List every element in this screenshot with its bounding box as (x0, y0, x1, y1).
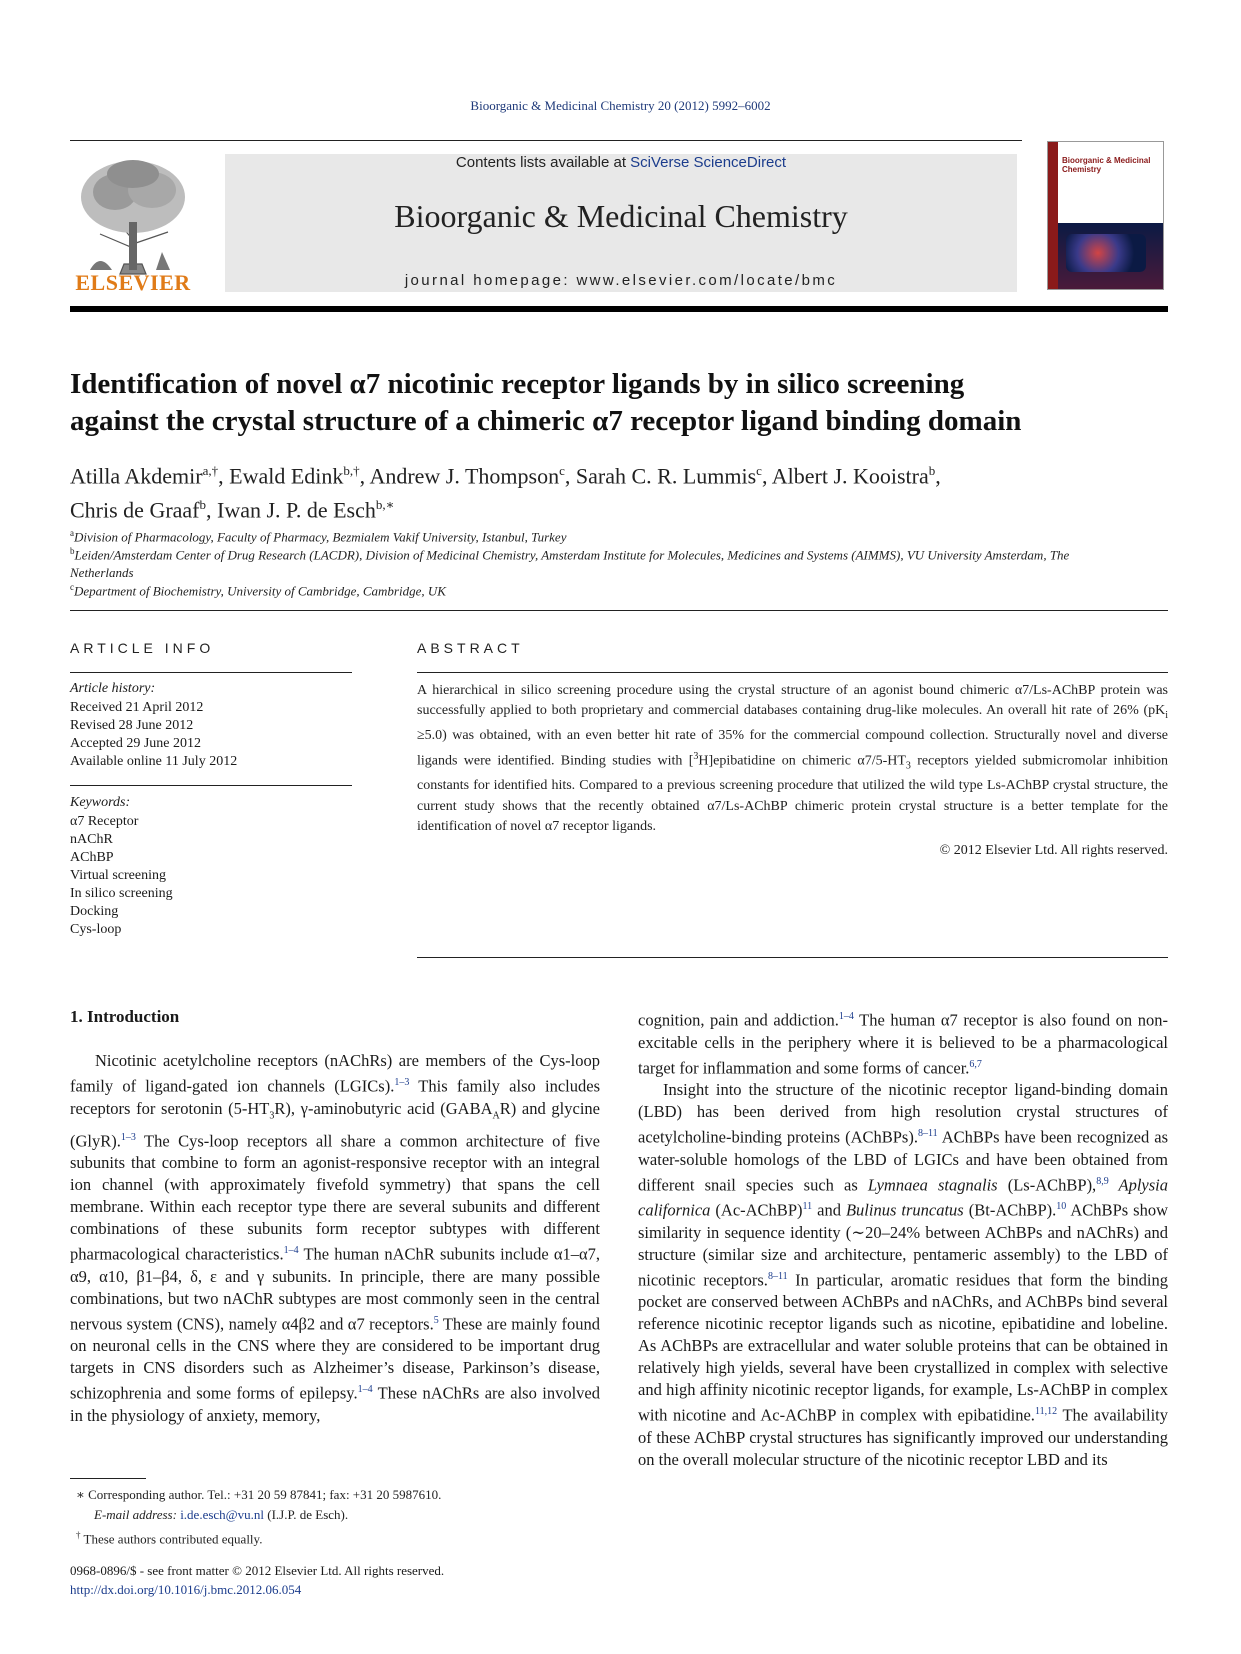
keywords-label: Keywords: (70, 795, 131, 810)
author-name: Ewald Edink (229, 463, 344, 489)
elsevier-wordmark: ELSEVIER (75, 270, 191, 295)
intro-paragraph-1-cont (638, 1006, 1168, 1079)
journal-citation[interactable]: Bioorganic & Medicinal Chemistry 20 (2012) 5992–6002 (470, 98, 771, 113)
text-seg: cognition, pain and addiction. (638, 1010, 839, 1030)
footnotes (70, 1485, 610, 1549)
citation-ref[interactable]: 1–4 (357, 1384, 373, 1396)
abstract-sub: 3 (905, 760, 911, 772)
footnote-text: These authors contributed equally. (80, 1531, 263, 1547)
keyword: AChBP (70, 850, 114, 865)
author-affil-mark: a,† (202, 463, 219, 478)
citation-ref[interactable]: 5 (433, 1314, 439, 1326)
text-seg: The Cys-loop receptors all share a common architecture of five subunits that combine to form an agonist-responsive receptor with an integral ion channel (with approximately fivefold symmetry) that spans the cell membrane. Within each receptor type there are several subunits and different combinations of these subunits form receptor subtypes with different pharmacological characteristics. (70, 1131, 600, 1264)
intro-paragraph-1 (70, 1050, 600, 1427)
author-affil-mark: c (756, 463, 762, 478)
author-affil-mark: b (928, 463, 936, 478)
affil-text: Leiden/Amsterdam Center of Drug Research (LACDR), Division of Medicinal Chemistry, Amsterdam Institute for Molecules, Medicines and Systems (AIMMS), VU University Amsterdam, The Netherlands (70, 547, 1070, 581)
affil-mark: a (70, 528, 74, 538)
abstract-bottom-rule (417, 957, 1168, 958)
doi-link[interactable]: http://dx.doi.org/10.1016/j.bmc.2012.06.054 (70, 1582, 302, 1597)
abstract-seg: receptors yielded submicromolar inhibition constants for identified hits. Compared to a previous screening procedure that utilized the wild type Ls-AChBP crystal structure, the current study shows that the recently obtained α7/Ls-AChBP chimeric protein crystal structure is a better template for the identification of novel α7 receptor ligands. (417, 753, 1168, 835)
citation-ref[interactable]: 6,7 (969, 1058, 982, 1070)
text-seg: The availability of these AChBP crystal structures has significantly improved our understanding on the overall molecular structure of the nicotinic receptor LBD and its (638, 1405, 1168, 1469)
text-seg: The human nAChR subunits include α1–α7, α9, α10, β1–β4, δ, ε and γ subunits. In principle, there are many possible combinations, but two nAChR subtypes are most commonly seen in the central nervous system (CNS), namely α4β2 and α7 receptors. (70, 1244, 601, 1334)
keyword: Virtual screening (70, 868, 166, 883)
abstract-seg: H]epibatidine on chimeric α7/5-HT (698, 753, 906, 769)
journal-homepage[interactable]: journal homepage: www.elsevier.com/locate/bmc (404, 272, 838, 289)
text-seg: (Ls-AChBP), (997, 1175, 1097, 1194)
text-seg: (Bt-AChBP). (963, 1200, 1057, 1220)
text-sub: A (492, 1109, 500, 1121)
article-history (70, 699, 237, 771)
author-sep: , (564, 463, 576, 489)
history-accepted: Accepted 29 June 2012 (70, 736, 202, 751)
text-sub: 3 (269, 1109, 275, 1121)
author-sep: , (761, 463, 772, 489)
header-rule (70, 140, 1022, 141)
text-seg: and (812, 1200, 846, 1220)
citation-ref[interactable]: 8–11 (767, 1270, 788, 1282)
author-name: Chris de Graaf (70, 497, 200, 523)
contents-line (225, 154, 1017, 171)
title-line-1: Identification of novel α7 nicotinic receptor ligands by in silico screening (70, 368, 965, 400)
body-column-left (70, 1050, 600, 1427)
citation-ref[interactable]: 1–4 (283, 1245, 299, 1257)
keyword: In silico screening (70, 886, 173, 901)
abstract-seg: A hierarchical in silico screening procedure using the crystal structure of an agonist bound chimeric α7/Ls-AChBP protein was successfully applied to both proprietary and commercial databases containing drug-like molecules. An overall hit rate of 26% (pK (417, 683, 1168, 719)
history-revised: Revised 28 June 2012 (70, 718, 194, 733)
author-affil-mark: b,∗ (375, 497, 395, 513)
text-seg: Nicotinic acetylcholine receptors (nAChRs) are members of the Cys-loop family of ligand-gated ion channels (LGICs). (70, 1051, 600, 1096)
abstract-copyright: © 2012 Elsevier Ltd. All rights reserved. (939, 843, 1168, 858)
text-seg: The human α7 receptor is also found on non-excitable cells in the periphery where it is believed to be a pharmacological target for inflammation and some forms of cancer. (638, 1010, 1168, 1077)
citation-ref[interactable]: 1–3 (394, 1077, 410, 1088)
citation-ref[interactable]: 1–4 (838, 1011, 854, 1022)
cover-spine (1048, 142, 1058, 290)
front-matter (70, 1561, 444, 1599)
abstract-sub: i (1165, 710, 1168, 722)
article-info-heading: ARTICLE INFO (70, 640, 215, 656)
keyword: nAChR (70, 832, 113, 847)
cover-title: Bioorganic & Medicinal Chemistry (1062, 156, 1151, 174)
keyword: Docking (70, 904, 119, 919)
author-affil-mark: b,† (343, 463, 360, 478)
cover-artwork (1066, 234, 1146, 272)
footnote-equal-contribution (70, 1525, 610, 1549)
citation-ref[interactable]: 11 (802, 1201, 813, 1212)
intro-paragraph-2 (638, 1079, 1168, 1471)
author-sep: , (359, 463, 370, 489)
citation-ref[interactable]: 8–11 (917, 1128, 938, 1139)
history-label: Article history: (70, 681, 156, 696)
author-name: Atilla Akdemir (70, 463, 203, 489)
abstract-rule (417, 672, 1168, 673)
species-name: Aplysia californica (638, 1175, 1168, 1220)
author-sep: , (218, 463, 230, 489)
email-link[interactable]: i.de.esch@vu.nl (180, 1507, 265, 1522)
author-affil-mark: b (199, 497, 207, 513)
affiliation-rule (70, 610, 1168, 611)
footnote-text: Corresponding author. Tel.: +31 20 59 87841; fax: +31 20 5987610. (84, 1487, 442, 1502)
contents-prefix: Contents lists available at (455, 154, 631, 171)
header-heavy-rule (70, 306, 1168, 312)
abstract-heading: ABSTRACT (417, 640, 524, 656)
text-seg: AChBPs show similarity in sequence identity (∼20–24% between AChBPs and nAChRs) and structure (similar size and architecture, pentameric assembly) to the LBD of nicotinic receptors. (638, 1200, 1169, 1289)
text-seg: R), γ-aminobutyric acid (GABA (274, 1098, 493, 1118)
abstract-seg: ≥5.0) was obtained, with an even better hit rate of 35% for the commercial compound collection. Structurally novel and diverse ligands were identified. Binding studies with [ (417, 728, 1168, 769)
keywords-rule (70, 785, 352, 786)
footnote-mark: ∗ (76, 1487, 85, 1502)
issn-line: 0968-0896/$ - see front matter © 2012 Elsevier Ltd. All rights reserved. (70, 1563, 445, 1578)
abstract-text (417, 681, 1168, 837)
text-seg: (Ac-AChBP) (710, 1200, 803, 1220)
section-heading-introduction: 1. Introduction (70, 1007, 180, 1026)
affil-text: Division of Pharmacology, Faculty of Pharmacy, Bezmialem Vakif University, Istanbul, Turkey (74, 529, 567, 545)
text-seg: This family also includes receptors for serotonin (5-HT (70, 1076, 600, 1118)
info-rule (70, 672, 352, 673)
author-list (70, 456, 1168, 525)
citation-ref[interactable]: 1–3 (120, 1131, 136, 1143)
author-sep: , (935, 463, 941, 489)
author-name: Albert J. Kooistra (771, 463, 929, 489)
text-seg: R) and glycine (GlyR). (70, 1098, 600, 1151)
keyword: α7 Receptor (70, 814, 139, 829)
citation-ref[interactable]: 11,12 (1034, 1406, 1058, 1417)
footnote-corresponding (70, 1485, 610, 1505)
journal-name: Bioorganic & Medicinal Chemistry (394, 198, 848, 234)
footnote-text: (I.J.P. de Esch). (264, 1507, 349, 1522)
sciencedirect-link[interactable]: SciVerse ScienceDirect (630, 154, 787, 171)
affiliation-c (70, 578, 1100, 600)
affil-text: Department of Biochemistry, University of Cambridge, Cambridge, UK (74, 583, 446, 599)
abstract-sup: 3 (693, 750, 699, 762)
citation-ref[interactable]: 8,9 (1096, 1175, 1109, 1187)
affil-mark: b (70, 546, 75, 556)
text-seg: These nAChRs are also involved in the physiology of anxiety, memory, (70, 1383, 600, 1425)
text-seg: AChBPs have been recognized as water-soluble homologs of the LBD of LGICs and have been obtained from different snail species such as (638, 1127, 1168, 1194)
email-label: E-mail address: (94, 1507, 181, 1522)
affiliation-b (70, 542, 1100, 582)
species-name: Bulinus truncatus (845, 1200, 964, 1220)
keyword: Cys-loop (70, 922, 122, 937)
text-seg: These are mainly found on neuronal cells in the CNS where they are considered to be important drug targets in CNS disorders such as Alzheimer’s disease, Parkinson’s disease, schizophrenia and some forms of epilepsy. (70, 1314, 601, 1403)
history-received: Received 21 April 2012 (70, 700, 204, 715)
journal-cover-thumbnail[interactable] (1047, 141, 1164, 290)
keywords-list (70, 813, 173, 939)
body-column-right (638, 1006, 1168, 1471)
affil-mark: c (70, 582, 74, 592)
author-sep: , (206, 497, 218, 523)
text-seg: Insight into the structure of the nicotinic receptor ligand-binding domain (LBD) has been derived from high resolution crystal structures of acetylcholine-binding proteins (AChBPs). (638, 1080, 1168, 1147)
text-seg: In particular, aromatic residues that form the binding pocket are conserved between AChBPs and nAChRs, and AChBPs bind several reference nicotinic receptor ligands such as nicotine, epibatidine and lobeline. As AChBPs are extracellular and water soluble proteins that can be obtained in relatively high yields, several have been crystallized in complex with selective and high affinity nicotinic receptor ligands, for example, Ls-AChBP in complex with nicotine and Ac-AChBP in complex with epibatidine. (638, 1270, 1168, 1425)
author-name: Iwan J. P. de Esch (217, 497, 376, 523)
citation-ref[interactable]: 10 (1056, 1201, 1067, 1212)
author-affil-mark: c (559, 463, 565, 478)
article-title (70, 366, 1168, 440)
species-name: Lymnaea stagnalis (867, 1175, 998, 1194)
author-name: Andrew J. Thompson (369, 463, 560, 489)
footnote-email (70, 1505, 610, 1525)
author-name: Sarah C. R. Lummis (575, 463, 757, 489)
history-online: Available online 11 July 2012 (70, 754, 238, 769)
title-line-2: against the crystal structure of a chimeric α7 receptor ligand binding domain (70, 405, 1022, 437)
footnote-mark: † (76, 1530, 81, 1540)
footnote-rule (70, 1478, 146, 1479)
